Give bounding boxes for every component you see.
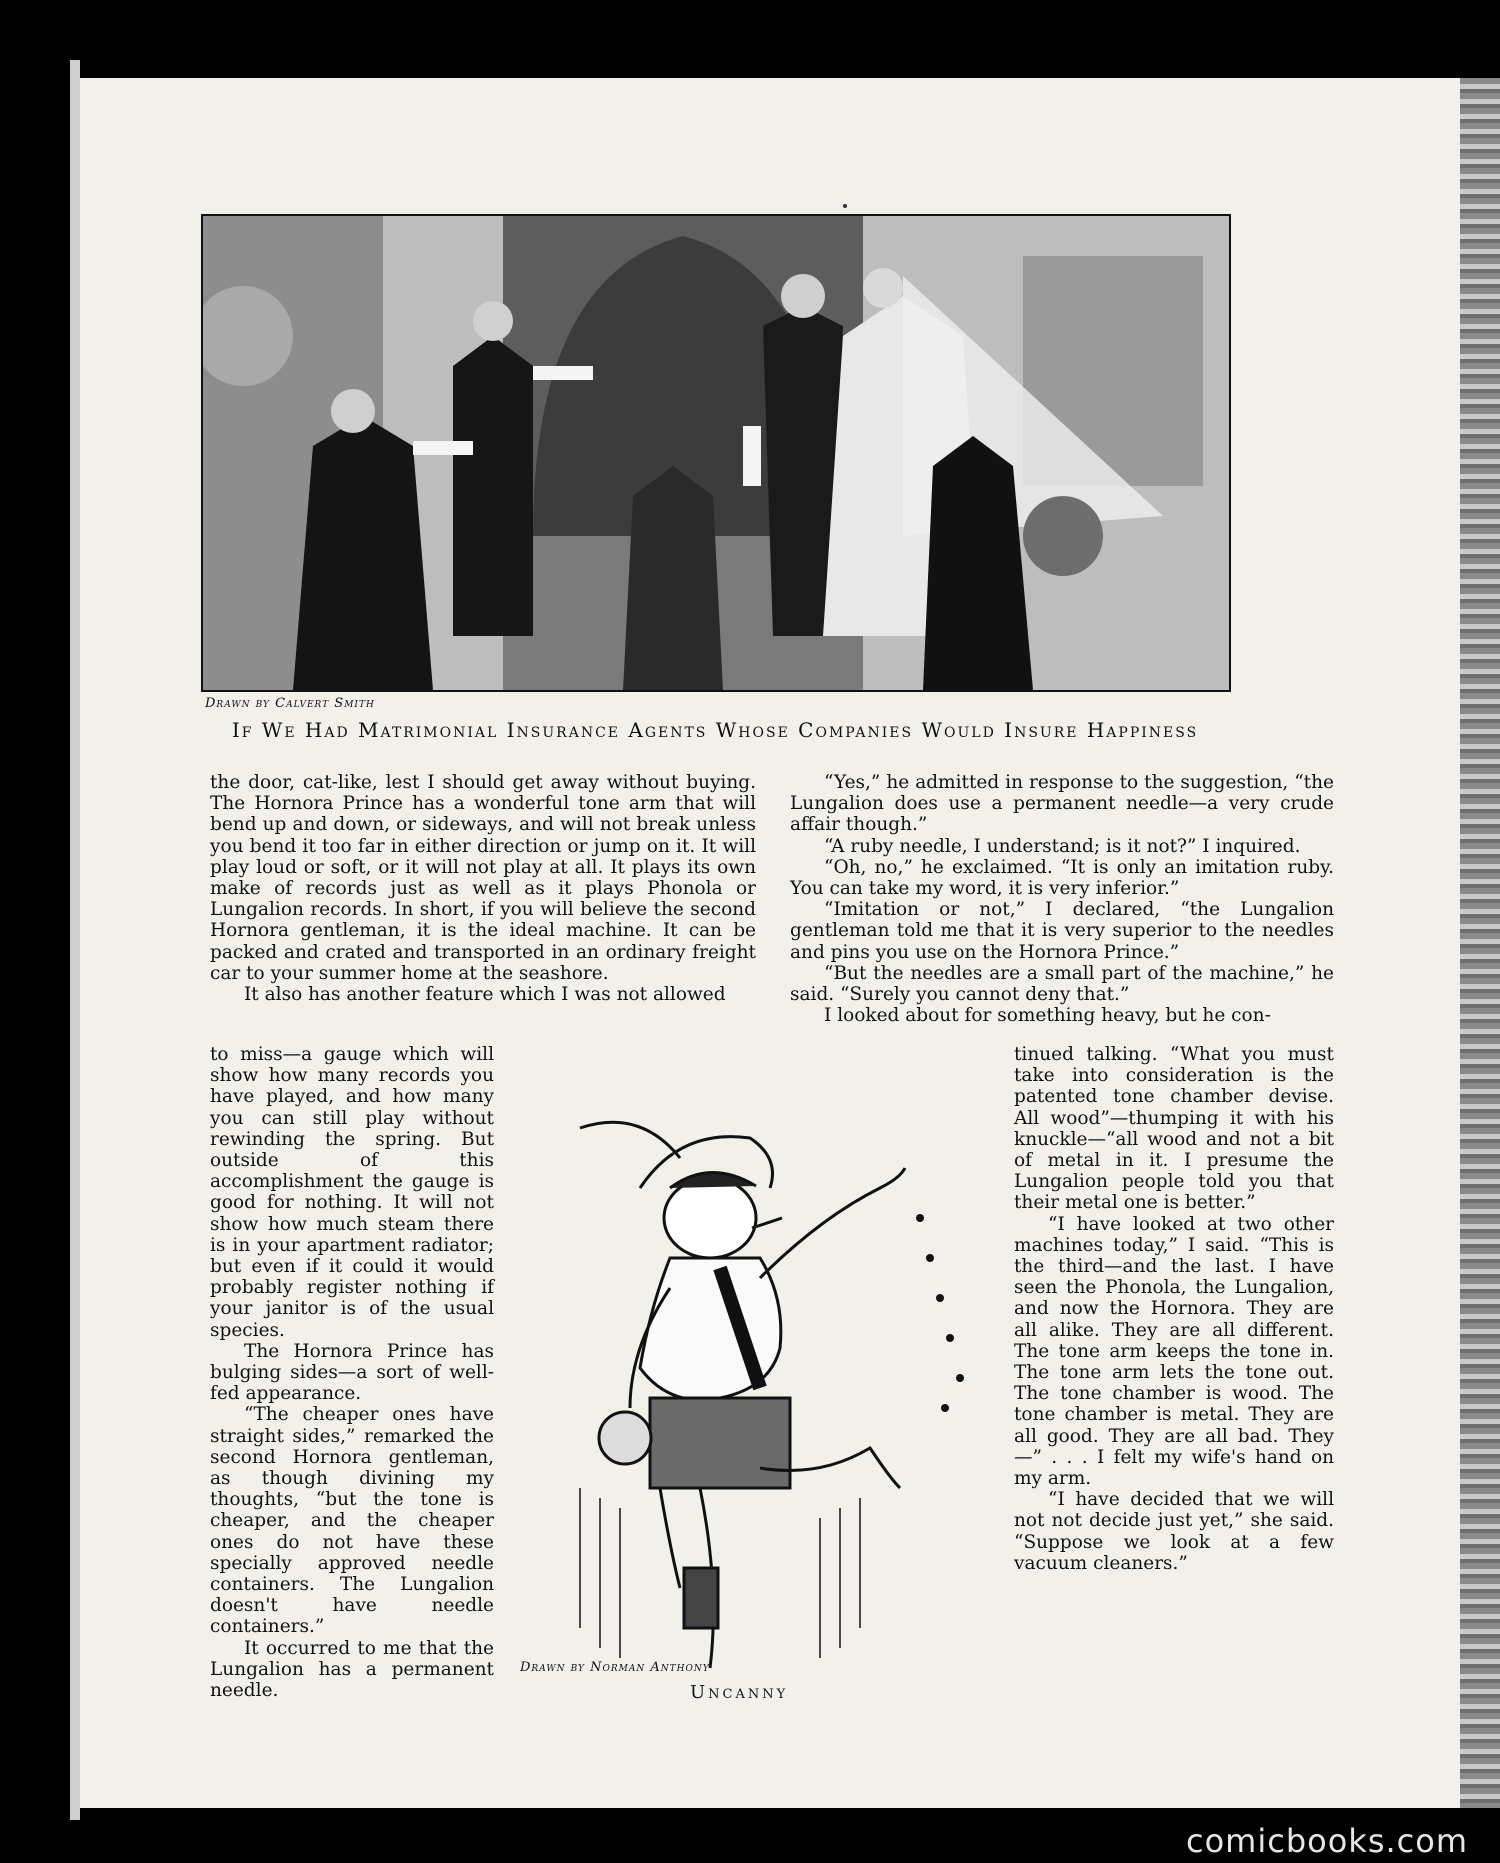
scotsman-cartoon <box>520 1068 1000 1708</box>
illustration-caption: If We Had Matrimonial Insurance Agents Whose Companies Would Insure Happiness <box>231 718 1199 742</box>
paragraph: tinued talking. “What you must take into consideration is the patented tone chamber devise. All wood”—thumping it with his knuckle—“all wood and not a bit of metal in it. I presume the Lungalion people told you that their metal one is better.” <box>1014 1044 1334 1214</box>
paragraph: It occurred to me that the Lungalion has a permanent needle. <box>210 1637 494 1702</box>
paragraph: The Hornora Prince has bulging sides—a sort of well-fed appearance. <box>210 1340 494 1405</box>
paragraph: I looked about for something heavy, but he con- <box>824 1005 1271 1027</box>
article-column-right-narrow <box>1014 1044 1334 1574</box>
paragraph: “A ruby needle, I understand; is it not?” I inquired. <box>824 835 1301 857</box>
paragraph: “I have decided that we will not not decide just yet,” she said. “Suppose we look at a few vacuum cleaners.” <box>1014 1489 1334 1574</box>
article-column-left-top <box>210 772 756 1005</box>
article-column-left-narrow <box>210 1044 494 1701</box>
wedding-illustration <box>201 214 1231 692</box>
paragraph: “But the needles are a small part of the machine,” he said. “Surely you cannot deny that.” <box>790 962 1334 1006</box>
illustration-credit: Drawn by Calvert Smith <box>205 696 375 711</box>
site-watermark: comicbooks.com <box>1185 1822 1468 1860</box>
paragraph: “I have looked at two other machines today,” I said. “This is the third—and the last. I have seen the Phonola, the Lungalion, and now the Hornora. They are all alike. They are all different. The tone arm keeps the tone in. The tone arm lets the tone out. The tone chamber is wood. The tone chamber is metal. They are all good. They are all bad. They—” . . . I felt my wife's hand on my arm. <box>1014 1213 1334 1490</box>
paragraph: “Oh, no,” he exclaimed. “It is only an imitation ruby. You can take my word, it is very inferior.” <box>790 856 1334 900</box>
paragraph: “Imitation or not,” I declared, “the Lungalion gentleman told me that it is very superior to the needles and pins you use on the Hornora Prince.” <box>790 899 1334 963</box>
paragraph: to miss—a gauge which will show how many records you have played, and how many you can still play without rewinding the spring. But outside of this accomplishment the gauge is good for nothing. It will not show how much steam there is in your apartment radiator; but even if it could it would probably register nothing if your janitor is of the usual species. <box>210 1044 494 1341</box>
cartoon-credit: Drawn by Norman Anthony <box>520 1660 710 1675</box>
paragraph: “Yes,” he admitted in response to the suggestion, “the Lungalion does use a permanent needle—a very crude affair though.” <box>790 772 1334 836</box>
article-column-right-top <box>790 772 1334 1026</box>
page-stack-edge <box>1460 78 1500 1808</box>
paragraph: It also has another feature which I was not allowed <box>244 984 726 1006</box>
binding-edge <box>70 60 80 1820</box>
cartoon-caption: Uncanny <box>690 1682 789 1703</box>
page-mark <box>843 204 847 208</box>
paragraph: “The cheaper ones have straight sides,” remarked the second Hornora gentleman, as though divining my thoughts, “but the tone is cheaper, and the cheaper ones do not have these specially approved needle containers. The Lungalion doesn't have needle containers.” <box>210 1404 494 1638</box>
paragraph: the door, cat-like, lest I should get away without buying. The Hornora Prince has a wonderful tone arm that will bend up and down, or sideways, and will not break unless you bend it too far in either direction or jump on it. It will play loud or soft, or it will not play at all. It plays its own make of records just as well as it plays Phonola or Lungalion records. In short, if you will believe the second Hornora gentleman, it is the ideal machine. It can be packed and crated and transported in an ordinary freight car to your summer home at the seashore. <box>210 772 756 984</box>
